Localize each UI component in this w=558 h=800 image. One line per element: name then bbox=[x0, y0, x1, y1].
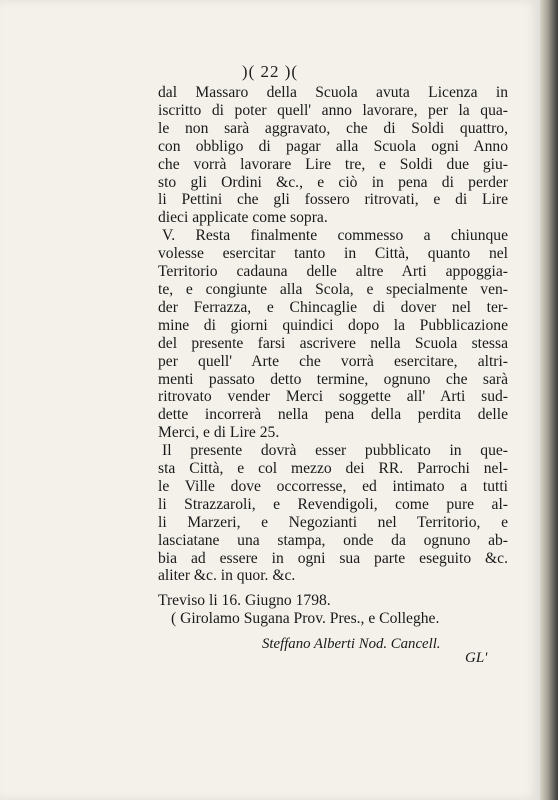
text-line: menti passato detto termine, ognuno che sarà bbox=[158, 370, 508, 388]
text-line: li Marzeri, e Negozianti nel Territorio, e bbox=[158, 513, 508, 531]
text-line: sta Città, e col mezzo dei RR. Parrochi nel- bbox=[158, 460, 508, 478]
page-number: )( 22 )( bbox=[241, 62, 299, 81]
text-line: V. Resta finalmente commesso a chiunque bbox=[162, 227, 508, 245]
text-line: che vorrà lavorare Lire tre, e Soldi due giu- bbox=[158, 155, 508, 173]
text-line: te, e congiunte alla Scola, e specialmente ven- bbox=[158, 280, 508, 298]
text-line: volesse esercitar tanto in Città, quanto nel bbox=[158, 245, 508, 263]
text-line: del presente farsi ascrivere nella Scuola stessa bbox=[158, 334, 508, 352]
text-line: le Ville dove occorresse, ed intimato a tutti bbox=[158, 477, 508, 495]
body-text bbox=[158, 84, 508, 585]
text-line: der Ferrazza, e Chincaglie di dover nel ter- bbox=[158, 298, 508, 316]
catchword: GL' bbox=[465, 650, 488, 666]
text-line: dette incorrerà nella pena della perdita delle bbox=[158, 406, 508, 424]
text-line: bia ad essere in ogni sua parte eseguito &c. bbox=[158, 549, 508, 567]
text-line: iscritto di poter quell' anno lavorare, per la qua- bbox=[158, 101, 508, 119]
text-line: per quell' Arte che vorrà esercitare, altri- bbox=[158, 352, 508, 370]
text-line: lasciatane una stampa, onde da ognuno ab- bbox=[158, 531, 508, 549]
text-line: li Strazzaroli, e Revendigoli, come pure al- bbox=[158, 495, 508, 513]
text-line: Territorio cadauna delle altre Arti appoggia- bbox=[158, 263, 508, 281]
text-line: le non sarà aggravato, che di Soldi quattro, bbox=[158, 119, 508, 137]
text-line: Il presente dovrà esser pubblicato in que- bbox=[162, 442, 508, 460]
text-line: aliter &c. in quor. &c. bbox=[158, 567, 296, 585]
date-line: Treviso li 16. Giugno 1798. bbox=[158, 592, 331, 609]
text-line: dieci applicate come sopra. bbox=[158, 209, 328, 227]
text-line: mine di giorni quindici dopo la Pubblicazione bbox=[158, 316, 508, 334]
text-line: li Pettini che gli fossero ritrovati, e di Lire bbox=[158, 191, 508, 209]
text-line: dal Massaro della Scuola avuta Licenza in bbox=[158, 84, 508, 101]
text-line: Merci, e di Lire 25. bbox=[158, 424, 280, 442]
text-line: con obbligo di pagar alla Scuola ogni Anno bbox=[158, 137, 508, 155]
page-edge-shadow bbox=[540, 0, 558, 800]
signers-line: ( Girolamo Sugana Prov. Pres., e Colleghe. bbox=[171, 610, 440, 627]
text-line: ritrovato vender Merci soggette all' Arti sud- bbox=[158, 388, 508, 406]
text-line: sto gli Ordini &c., e ciò in pena di perder bbox=[158, 173, 508, 191]
chancellor-signature: Steffano Alberti Nod. Cancell. bbox=[262, 636, 441, 652]
